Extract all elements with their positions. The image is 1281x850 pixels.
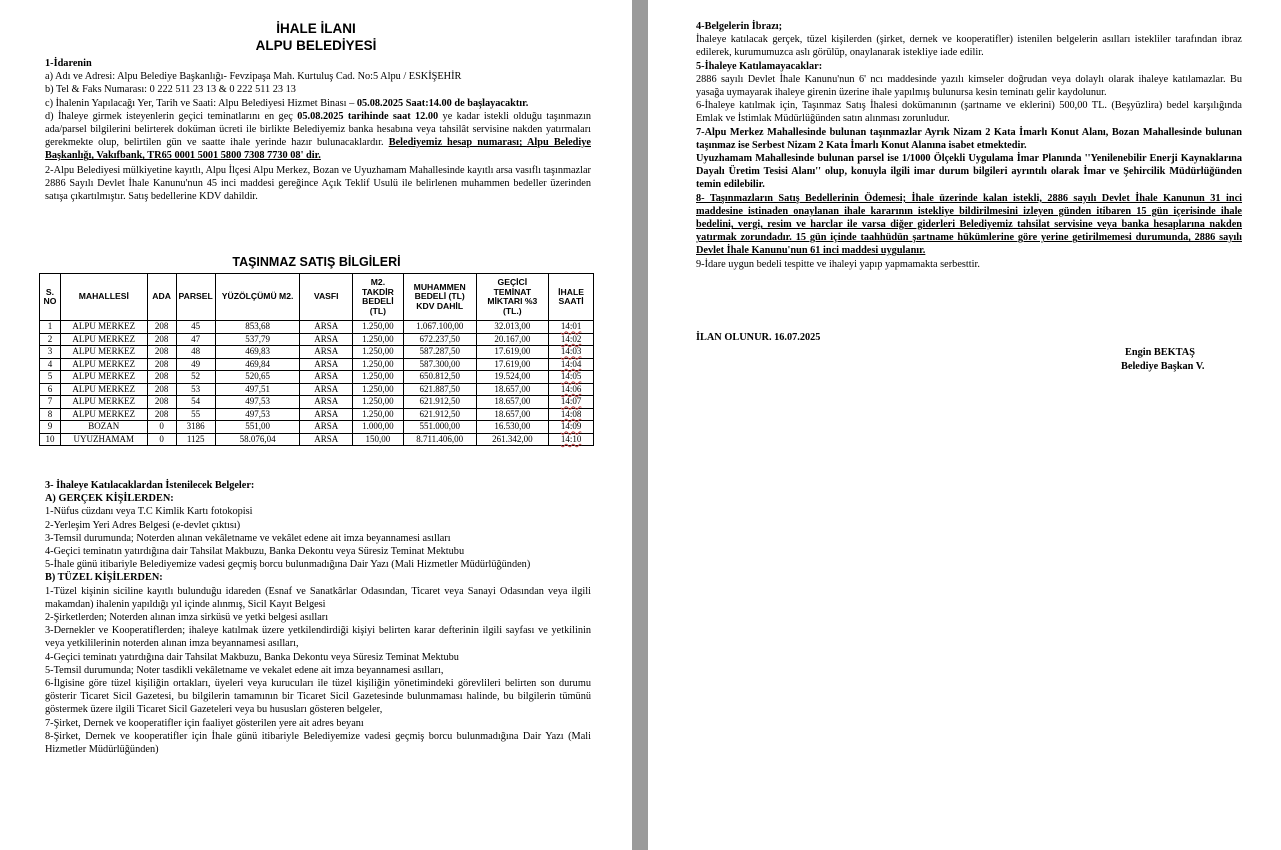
- table-header-cell: S. NO: [40, 274, 61, 321]
- table-cell: 208: [147, 383, 176, 396]
- table-cell: 1.250,00: [353, 333, 404, 346]
- table-cell: 1.067.100,00: [403, 321, 476, 334]
- table-cell: 208: [147, 321, 176, 334]
- page-gutter: [632, 0, 648, 850]
- table-cell: ALPU MERKEZ: [60, 358, 147, 371]
- table-cell: 49: [176, 358, 215, 371]
- table-cell: 18.657,00: [476, 408, 549, 421]
- table-cell: 14:05: [549, 371, 594, 384]
- table-cell: ALPU MERKEZ: [60, 396, 147, 409]
- table-row: [40, 333, 594, 346]
- list-item: 6-İlgisine göre tüzel kişiliğin ortakları, üyeleri veya kurucuları ile tüzel kişiliğin yönetimindeki görevlileri belirten son durumu gösterir Ticaret Sicil Gazetesi, bu bilgilerin tamamının bir Ticaret Sicil Gazetesinde bulunmaması halinde, bu bilgilerin tümünü göstermek üzere ilgili Ticaret Sicil Gazeteleri veya bu hususları gösteren belgeler,: [45, 678, 591, 716]
- table-cell: 14:07: [549, 396, 594, 409]
- table-row: [40, 358, 594, 371]
- table-header-cell: MAHALLESİ: [60, 274, 147, 321]
- table-cell: 3186: [176, 421, 215, 434]
- table-cell: 5: [40, 371, 61, 384]
- table-row: [40, 408, 594, 421]
- table-cell: 497,53: [215, 408, 300, 421]
- table-cell: 587.287,50: [403, 346, 476, 359]
- table-cell: 14:01: [549, 321, 594, 334]
- table-cell: 48: [176, 346, 215, 359]
- table-cell: ARSA: [300, 396, 353, 409]
- table-row: [40, 421, 594, 434]
- legal-entities-list: [45, 585, 591, 757]
- table-cell: 1.250,00: [353, 358, 404, 371]
- table-cell: ALPU MERKEZ: [60, 408, 147, 421]
- section-7-p1: 7-Alpu Merkez Mahallesinde bulunan taşınmazlar Ayrık Nizam 2 Kata İmarlı Konut Alanı, Bozan Mahallesinde bulunan taşınmaz ise Serbest Nizam 2 Kata İmarlı Konut Alanına isabet etmektedir.: [696, 126, 1242, 151]
- table-cell: ARSA: [300, 383, 353, 396]
- list-item: 4-Geçici teminatın yatırdığına dair Tahsilat Makbuzu, Banka Dekontu veya Süresiz Teminat Mektubu: [45, 546, 465, 558]
- table-header-cell: ADA: [147, 274, 176, 321]
- table-cell: 52: [176, 371, 215, 384]
- table-cell: ARSA: [300, 421, 353, 434]
- table-cell: ARSA: [300, 358, 353, 371]
- table-cell: UYUZHAMAM: [60, 433, 147, 446]
- table-cell: 469,83: [215, 346, 300, 359]
- document-title: İHALE İLANI: [276, 21, 356, 36]
- document-page-left: [0, 0, 632, 850]
- table-row: [40, 346, 594, 359]
- table-row: [40, 383, 594, 396]
- table-cell: ARSA: [300, 408, 353, 421]
- legal-entities-heading: B) TÜZEL KİŞİLERDEN:: [45, 572, 163, 584]
- section-1-a: a) Adı ve Adresi: Alpu Belediye Başkanlığı- Fevzipaşa Mah. Kurtuluş Cad. No:5 Alpu / ESKİŞEHİR: [45, 71, 462, 83]
- table-cell: 18.657,00: [476, 383, 549, 396]
- table-cell: 587.300,00: [403, 358, 476, 371]
- document-page-right: [648, 0, 1281, 850]
- table-cell: 4: [40, 358, 61, 371]
- table-cell: 208: [147, 408, 176, 421]
- list-item: 2-Yerleşim Yeri Adres Belgesi (e-devlet çıktısı): [45, 519, 241, 531]
- table-cell: 853,68: [215, 321, 300, 334]
- table-cell: ALPU MERKEZ: [60, 383, 147, 396]
- real-persons-list: [45, 505, 591, 571]
- table-cell: 208: [147, 333, 176, 346]
- table-cell: 53: [176, 383, 215, 396]
- table-cell: 18.657,00: [476, 396, 549, 409]
- table-row: [40, 371, 594, 384]
- section-1-heading: 1-İdarenin: [45, 58, 92, 69]
- table-cell: 14:08: [549, 408, 594, 421]
- section-8-text: İhale üzerinde kalan istekli, 2886 sayılı Devlet İhale Kanunun 31 inci maddesine istinaden onaylanan ihale kararının istekliye bildirilmesini izleyen günden itibaren 15 gün içerisinde ihale bedelini, vergi, resim ve harclar ile varsa diğer giderleri Belediyemiz tahsilat servisine veya banka hesaplarına nakden yatırmak zorundadır. 15 gün içinde taahhüdün şartname hükümlerine göre yerine getirilmemesi durumunda, 2886 sayılı Devlet İhale Kanunu'nun 61 inci maddesi uygulanır.: [696, 192, 1242, 257]
- table-header-cell: GEÇİCİ TEMİNAT MİKTARI %3 (TL.): [476, 274, 549, 321]
- list-item: 3-Dernekler ve Kooperatiflerden; ihaleye katılmak üzere yetkilendirdiği kişiyi belirten karar defterinin ilgili sayfası ve yetkilinin veya yetkililerinin noterden alınan imza beyannamesi asılları,: [45, 625, 591, 650]
- table-cell: 14:10: [549, 433, 594, 446]
- list-item: 7-Şirket, Dernek ve kooperatifler için faaliyet gösterilen yere ait adres beyanı: [45, 717, 364, 729]
- table-cell: ALPU MERKEZ: [60, 346, 147, 359]
- table-cell: 1.250,00: [353, 346, 404, 359]
- table-cell: ARSA: [300, 333, 353, 346]
- table-cell: 14:03: [549, 346, 594, 359]
- table-cell: 208: [147, 346, 176, 359]
- section-1-c: c) İhalenin Yapılacağı Yer, Tarih ve Saati: Alpu Belediyesi Hizmet Binası – 05.08.2025 Saat:14.00 de başlayacaktır.: [45, 97, 529, 109]
- table-cell: 497,53: [215, 396, 300, 409]
- section-8-heading: 8- Taşınmazların Satış Bedellerinin Ödemesi;: [696, 192, 907, 204]
- table-header-cell: VASFI: [300, 274, 353, 321]
- table-cell: 261.342,00: [476, 433, 549, 446]
- table-cell: 537,79: [215, 333, 300, 346]
- section-6-text: 6-İhaleye katılmak için, Taşınmaz Satış İhalesi dokümanının (şartname ve eklerini) 500,00 TL. (Beşyüzlira) bedel karşılığında Emlak ve İstimlak Müdürlüğünden satın alınması zorunludur.: [696, 100, 1242, 125]
- table-cell: ALPU MERKEZ: [60, 333, 147, 346]
- section-7-p2: Uyuzhamam Mahallesinde bulunan parsel ise 1/1000 Ölçekli Uygulama İmar Planında ''Yenilenebilir Enerji Kaynaklarına Dayalı Üretim Tesisi Alanı'' olup, konuyla ilgili imar durum bilgileri ayrıntılı olarak İmar ve Şehircilik Müdürlüğünden temin edilebilir.: [696, 153, 1242, 191]
- table-header-row: [40, 274, 594, 321]
- list-item: 3-Temsil durumunda; Noterden alınan vekâletname ve vekâlet edene ait imza beyannamesi asılları: [45, 532, 451, 544]
- table-cell: 208: [147, 396, 176, 409]
- real-persons-heading: A) GERÇEK KİŞİLERDEN:: [45, 493, 174, 505]
- bank-account-info: Belediyemiz hesap numarası; Alpu Belediye Başkanlığı, Vakıfbank, TR65 0001 5001 5800 7308 7730 08' dir.: [45, 137, 591, 162]
- table-cell: 10: [40, 433, 61, 446]
- table-header-cell: MUHAMMEN BEDELİ (TL) KDV DAHİL: [403, 274, 476, 321]
- table-cell: 650.812,50: [403, 371, 476, 384]
- table-cell: 208: [147, 358, 176, 371]
- signer-name: Engin BEKTAŞ: [1125, 347, 1195, 358]
- table-title: TAŞINMAZ SATIŞ BİLGİLERİ: [232, 255, 401, 269]
- table-cell: 2: [40, 333, 61, 346]
- section-5-text: 2886 sayılı Devlet İhale Kanunu'nun 6' ncı maddesinde yazılı kimseler doğrudan veya dolaylı olarak ihaleye katılamazlar. Bu yasağa uymayarak ihaleye girenin üzerine ihale yapılmış bulunursa kesin teminatı gelir kaydolunur.: [696, 73, 1242, 99]
- table-cell: 672.237,50: [403, 333, 476, 346]
- table-cell: 8.711.406,00: [403, 433, 476, 446]
- signer-title: Belediye Başkan V.: [1121, 361, 1205, 372]
- table-body: [40, 321, 594, 446]
- announcement-date: İLAN OLUNUR. 16.07.2025: [696, 332, 821, 343]
- table-header-cell: YÜZÖLÇÜMÜ M2.: [215, 274, 300, 321]
- table-cell: 32.013,00: [476, 321, 549, 334]
- table-cell: ALPU MERKEZ: [60, 371, 147, 384]
- table-cell: 19.524,00: [476, 371, 549, 384]
- table-cell: 7: [40, 396, 61, 409]
- table-cell: 497,51: [215, 383, 300, 396]
- list-item: 5-İhale günü itibariyle Belediyemize vadesi geçmiş borcu bulunmadığına Dair Yazı (Mali Hizmetler Müdürlüğünden): [45, 559, 531, 571]
- property-sales-table: [39, 273, 594, 446]
- list-item: 1-Tüzel kişinin siciline kayıtlı bulunduğu idareden (Esnaf ve Sanatkârlar Odasından, Ticaret veya Sanayi Odasından veya ilgili makamdan) ihalenin yapıldığı yıl içinde alınmış, Sicil Kayıt Belgesi: [45, 585, 591, 610]
- table-cell: 551.000,00: [403, 421, 476, 434]
- table-cell: 621.912,50: [403, 396, 476, 409]
- list-item: 1-Nüfus cüzdanı veya T.C Kimlik Kartı fotokopisi: [45, 506, 253, 518]
- table-cell: 9: [40, 421, 61, 434]
- section-4-heading: 4-Belgelerin İbrazı;: [696, 21, 783, 32]
- table-cell: 1.250,00: [353, 371, 404, 384]
- table-cell: 54: [176, 396, 215, 409]
- section-4-text: İhaleye katılacak gerçek, tüzel kişilerden (şirket, dernek ve kooperatifler) istenilen belgelerin asılları istekliler tarafından ibraz edilerek, kurumumuzca aslı görülüp, onaylanarak istekliye iade edilir.: [696, 34, 1242, 59]
- table-header-cell: PARSEL: [176, 274, 215, 321]
- table-cell: 47: [176, 333, 215, 346]
- table-cell: ARSA: [300, 371, 353, 384]
- table-cell: ARSA: [300, 433, 353, 446]
- table-cell: ALPU MERKEZ: [60, 321, 147, 334]
- table-cell: 14:06: [549, 383, 594, 396]
- table-cell: ARSA: [300, 346, 353, 359]
- list-item: 5-Temsil durumunda; Noter tasdikli vekâletname ve vekalet edene ait imza beyannamesi asılları,: [45, 664, 444, 676]
- table-cell: 6: [40, 383, 61, 396]
- table-cell: 0: [147, 433, 176, 446]
- table-header-cell: M2. TAKDİR BEDELİ (TL): [353, 274, 404, 321]
- table-row: [40, 396, 594, 409]
- section-1-b: b) Tel & Faks Numarası: 0 222 511 23 13 & 0 222 511 23 13: [45, 84, 296, 96]
- table-cell: 1.250,00: [353, 408, 404, 421]
- table-cell: 1.000,00: [353, 421, 404, 434]
- section-5-heading: 5-İhaleye Katılamayacaklar:: [696, 60, 823, 72]
- table-cell: 17.619,00: [476, 346, 549, 359]
- table-cell: 14:09: [549, 421, 594, 434]
- section-1: [45, 57, 591, 203]
- section-9-text: 9-İdare uygun bedeli tespitte ve ihaleyi yapıp yapmamakta serbesttir.: [696, 258, 980, 270]
- list-item: 8-Şirket, Dernek ve kooperatifler için İhale günü itibariyle Belediyemize vadesi geçmiş borcu bulunmadığına Dair Yazı (Mali Hizmetler Müdürlüğünden): [45, 730, 591, 756]
- list-item: 4-Geçici teminatı yatırdığına dair Tahsilat Makbuzu, Banka Dekontu veya Süresiz Teminat Mektubu: [45, 651, 459, 663]
- municipality-title: ALPU BELEDİYESİ: [255, 38, 377, 53]
- table-header-cell: İHALE SAATİ: [549, 274, 594, 321]
- table-cell: 20.167,00: [476, 333, 549, 346]
- table-row: [40, 433, 594, 446]
- table-row: [40, 321, 594, 334]
- list-item: 2-Şirketlerden; Noterden alınan imza sirküsü ve yetki belgesi asılları: [45, 612, 329, 624]
- table-cell: 8: [40, 408, 61, 421]
- table-cell: BOZAN: [60, 421, 147, 434]
- table-cell: 621.887,50: [403, 383, 476, 396]
- table-cell: 3: [40, 346, 61, 359]
- table-cell: 14:02: [549, 333, 594, 346]
- table-cell: 1.250,00: [353, 321, 404, 334]
- table-cell: 0: [147, 421, 176, 434]
- table-cell: 16.530,00: [476, 421, 549, 434]
- section-2: 2-Alpu Belediyesi mülkiyetine kayıtlı, Alpu İlçesi Alpu Merkez, Bozan ve Uyuzhamam Mahallesinde kayıtlı arsa vasıflı taşınmazlar 2886 Sayılı Devlet İhale Kanunu'nun 45 inci maddesi gereğince Açık Teklif Usulü ile belirlenen muhammen bedeller üzerinden satışa çıkartılmıştır. Satış bedellerine KDV dahildir.: [45, 164, 591, 203]
- table-cell: 469,84: [215, 358, 300, 371]
- table-cell: 520,65: [215, 371, 300, 384]
- section-3: [45, 479, 591, 756]
- table-cell: 1.250,00: [353, 383, 404, 396]
- table-cell: 58.076,04: [215, 433, 300, 446]
- table-cell: 208: [147, 371, 176, 384]
- table-cell: 1.250,00: [353, 396, 404, 409]
- section-3-heading: 3- İhaleye Katılacaklardan İstenilecek Belgeler:: [45, 480, 255, 491]
- table-cell: 150,00: [353, 433, 404, 446]
- section-1-d: d) İhaleye girmek isteyenlerin geçici teminatlarını en geç 05.08.2025 tarihinde saat 12.00 ye kadar istekli olduğu taşınmazın ada/parsel bilgilerini belirterek doküman ücreti ile birlikte Belediyemiz banka hesabına veya tahsilât servisine nakden yatırmaları gerekmekte olup, belirtilen gün ve saatte ihale yerinde hazır bulunacaklardır. Belediyemiz hesap numarası; Alpu Belediye Başkanlığı, Vakıfbank, TR65 0001 5001 5800 7308 7730 08' dir.: [45, 110, 591, 162]
- table-cell: 1: [40, 321, 61, 334]
- table-cell: 551,00: [215, 421, 300, 434]
- table-cell: 14:04: [549, 358, 594, 371]
- table-cell: ARSA: [300, 321, 353, 334]
- table-cell: 55: [176, 408, 215, 421]
- right-column: [696, 20, 1242, 271]
- table-cell: 621.912,50: [403, 408, 476, 421]
- table-cell: 1125: [176, 433, 215, 446]
- table-cell: 45: [176, 321, 215, 334]
- table-cell: 17.619,00: [476, 358, 549, 371]
